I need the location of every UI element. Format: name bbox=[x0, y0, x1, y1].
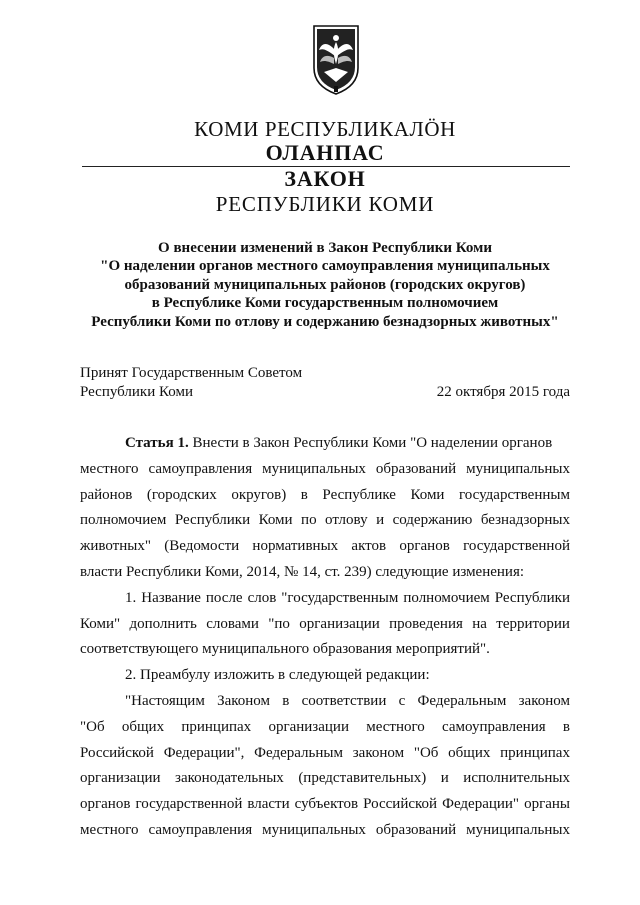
body-line: животных" (Ведомости нормативных актов органов государственной bbox=[80, 538, 570, 555]
header-republic-ru: РЕСПУБЛИКИ КОМИ bbox=[215, 192, 435, 216]
body-line: Российской Федерации", Федеральным законом "Об общих принципах bbox=[80, 744, 570, 761]
body-line: местного самоуправления муниципальных образований муниципальных bbox=[80, 460, 570, 477]
body-line: 2. Преамбулу изложить в следующей редакции: bbox=[125, 667, 430, 684]
body-line: Коми" дополнить словами "по организации проведения на территории bbox=[80, 615, 570, 632]
body-line: организации законодательных (представительных) и исполнительных bbox=[80, 770, 570, 787]
title-line: в Республике Коми государственным полномочием bbox=[151, 295, 499, 312]
body-line: власти Республики Коми, 2014, № 14, ст. 239) следующие изменения: bbox=[80, 563, 525, 580]
adoption-block bbox=[80, 364, 570, 401]
adoption-body: Принят Государственным Советом bbox=[80, 365, 303, 381]
header-komi-name: КОМИ РЕСПУБЛИКАЛÖН bbox=[194, 117, 456, 141]
title-line: О внесении изменений в Закон Республики Коми bbox=[158, 240, 492, 256]
law-body bbox=[80, 431, 570, 844]
coat-of-arms-emblem bbox=[312, 24, 360, 96]
adoption-body-republic: Республики Коми bbox=[80, 383, 193, 400]
title-line: Республики Коми по отлову и содержанию безнадзорных животных" bbox=[91, 313, 559, 330]
article-1-heading-line bbox=[80, 431, 570, 457]
header-law-ru: ЗАКОН bbox=[284, 166, 366, 191]
body-line: соответствующего муниципального образования мероприятий". bbox=[80, 641, 490, 658]
body-line: "Об общих принципах организации местного самоуправления в bbox=[80, 718, 570, 735]
document-title bbox=[80, 239, 570, 331]
body-line: местного самоуправления муниципальных образований муниципальных bbox=[80, 821, 570, 838]
body-line: районов (городских округов) в Республике Коми государственным bbox=[80, 486, 570, 503]
body-line: 1. Название после слов "государственным полномочием Республики bbox=[125, 589, 570, 606]
body-line: полномочием Республики Коми по отлову и содержанию безнадзорных bbox=[80, 512, 570, 529]
adoption-date: 22 октября 2015 года bbox=[436, 383, 570, 400]
title-line: "О наделении органов местного самоуправления муниципальных bbox=[100, 258, 550, 275]
header-law-komi: ОЛАНПАС bbox=[265, 140, 385, 165]
article-label: Статья 1. bbox=[125, 435, 189, 451]
article-text: Внести в Закон Республики Коми "О наделении органов bbox=[188, 435, 553, 451]
body-line: органов государственной власти субъектов Российской Федерации" органы bbox=[80, 796, 570, 813]
body-line: "Настоящим Законом в соответствии с Федеральным законом bbox=[125, 692, 570, 709]
title-line: образований муниципальных районов (городских округов) bbox=[124, 276, 526, 293]
